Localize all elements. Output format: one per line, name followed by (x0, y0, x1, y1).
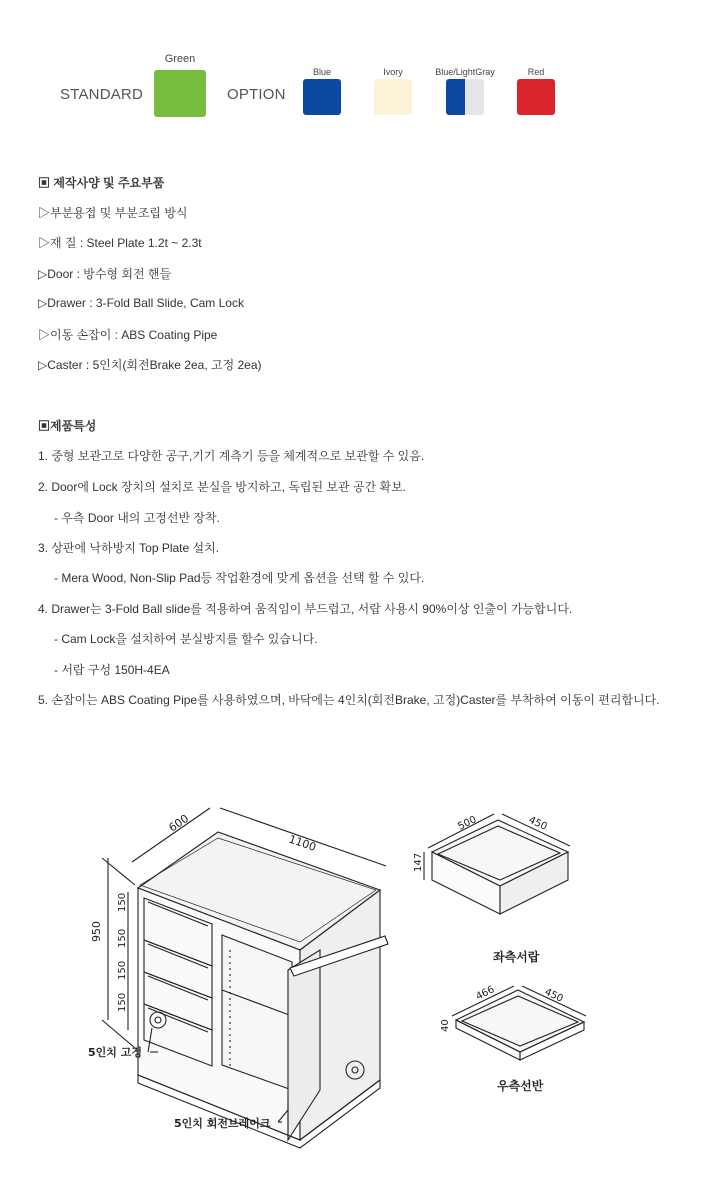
features-heading: ▣제품특성 (38, 419, 97, 433)
dim-drawer-h: 150 (117, 928, 128, 948)
shelf-height: 40 (440, 1019, 451, 1032)
dim-drawer-h: 150 (117, 992, 128, 1012)
swatch-bluegray-label: Blue/LightGray (435, 67, 495, 77)
feature-item: 1. 중형 보관고로 다양한 공구,기기 계측기 등을 체계적으로 보관할 수 있음. (38, 449, 425, 463)
feature-subitem: - Mera Wood, Non-Slip Pad등 작업환경에 맞게 옵션을 선택 할 수 있다. (54, 571, 425, 585)
swatch-ivory-label: Ivory (383, 67, 403, 77)
feature-item: 3. 상판에 낙하방지 Top Plate 설치. (38, 541, 220, 555)
spec-item: ▷Door : 방수형 회전 핸들 (38, 267, 172, 281)
drawer-depth: 500 (456, 814, 479, 833)
swatch-blue-label: Blue (312, 67, 331, 77)
caster-brake-label: 5인치 회전브레이크 (174, 1117, 271, 1130)
swatch-bluegray (446, 79, 484, 115)
feature-item: 2. Door에 Lock 장치의 설치로 분실을 방지하고, 독립된 보관 공간 확보. (38, 480, 406, 494)
dim-height: 950 (90, 921, 103, 942)
drawer-width: 450 (526, 814, 549, 833)
swatch-red (517, 79, 555, 115)
caster-fixed-label: 5인치 고정 (88, 1046, 142, 1059)
spec-item: ▷Caster : 5인치(회전Brake 2ea, 고정 2ea) (38, 358, 262, 372)
dim-drawer-h: 150 (117, 892, 128, 912)
drawer-height: 147 (413, 852, 424, 872)
drawer-title: 좌측서랍 (493, 950, 540, 964)
spec-item: ▷이동 손잡이 : ABS Coating Pipe (38, 328, 218, 342)
swatch-ivory (374, 79, 412, 115)
feature-item: 4. Drawer는 3-Fold Ball slide를 적용하여 움직임이 부드럽고, 서랍 사용시 90%이상 인출이 가능합니다. (38, 602, 573, 616)
spec-item: ▷부분용접 및 부분조립 방식 (38, 206, 188, 220)
standard-label: STANDARD (60, 86, 143, 103)
shelf-title: 우측선반 (497, 1079, 544, 1093)
feature-subitem: - Cam Lock을 설치하여 분실방지를 할수 있습니다. (54, 632, 318, 646)
feature-subitem: - 서랍 구성 150H-4EA (54, 663, 170, 677)
spec-heading: ▣ 제작사양 및 주요부품 (38, 176, 165, 190)
dim-drawer-h: 150 (117, 960, 128, 980)
swatch-blue (303, 79, 341, 115)
swatch-green-label: Green (164, 53, 196, 65)
spec-item: ▷재 질 : Steel Plate 1.2t ~ 2.3t (38, 236, 202, 250)
feature-item: 5. 손잡이는 ABS Coating Pipe를 사용하였으며, 바닥에는 4인치(회전Brake, 고정)Caster를 부착하여 이동이 편리합니다. (38, 693, 660, 707)
shelf-depth: 466 (474, 984, 497, 1003)
option-label: OPTION (227, 86, 286, 103)
shelf-width: 450 (542, 986, 565, 1005)
dim-depth: 600 (166, 811, 192, 835)
spec-item: ▷Drawer : 3-Fold Ball Slide, Cam Lock (38, 296, 244, 310)
dim-width: 1100 (287, 832, 318, 854)
swatch-red-label: Red (527, 67, 545, 77)
swatch-green (154, 70, 206, 117)
cabinet-drawing (0, 790, 709, 1181)
feature-subitem: - 우측 Door 내의 고정선반 장착. (54, 511, 220, 525)
